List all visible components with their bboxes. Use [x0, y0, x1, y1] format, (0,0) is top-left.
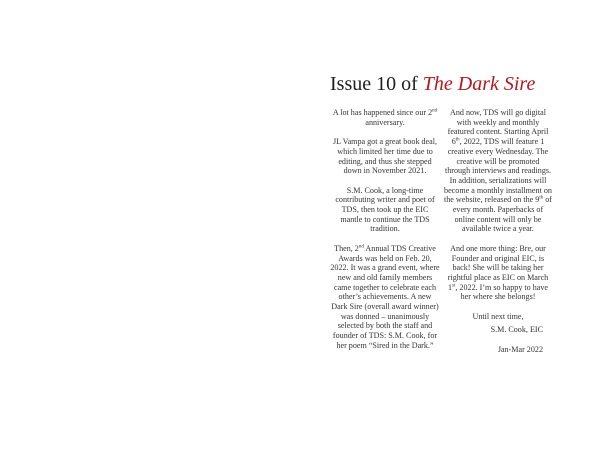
text-segment: And now, TDS will go digital with weekly and monthly featured content. Starting April 6: [447, 108, 549, 147]
text-segment: Annual TDS Creative Awards was held on Feb. 20, 2022. It was a grand event, where new and old family members came together to celebrate each other’s achievements. A new Dark Sire (overall award winner) was donned – unanimously selected by both the staff and founder of TDS: S.M. Cook, for her poem “Sired in the Dark.”: [330, 243, 440, 350]
superscript: th: [539, 195, 544, 201]
signature-date: Jan-Mar 2022: [497, 344, 543, 354]
right-column: [443, 108, 553, 364]
title-italic: The Dark Sire: [422, 73, 536, 95]
superscript: st: [452, 282, 456, 288]
title-prefix: Issue 10 of: [330, 73, 423, 95]
text-segment: anniversary.: [365, 117, 405, 127]
text-segment: Then, 2: [334, 243, 359, 253]
paragraph-awards: [330, 244, 440, 351]
text-segment: of every month. Paperbacks of online content will only be available twice a year.: [452, 195, 552, 234]
closing-line: Until next time,: [472, 311, 524, 321]
paragraph-sm-cook: S.M. Cook, a long-time contributing writer and poet of TDS, then took up the EIC mantle to continue the TDS tradition.: [335, 185, 435, 234]
page-title: [330, 72, 590, 96]
paragraph-founder-back: [443, 244, 553, 302]
text-segment: , 2022, TDS will feature 1 creative every Wednesday. The creative will be promoted through interviews and readings. In addition, serializations will become a monthly installment on the website, released on the 9: [444, 137, 552, 205]
text-segment: , 2022. I’m so happy to have her where she belongs!: [455, 282, 548, 302]
signature-name: S.M. Cook, EIC: [490, 325, 543, 335]
paragraph-jl-vampa: JL Vampa got a great book deal, which limited her time due to editing, and thus she stepped down in November 2021.: [332, 137, 438, 176]
left-column: [330, 108, 440, 360]
text-segment: A lot has happened since our 2: [332, 108, 433, 117]
superscript: nd: [432, 108, 438, 114]
superscript: th: [455, 137, 460, 143]
paragraph-digital: [443, 108, 553, 234]
paragraph-anniversary: [330, 108, 440, 127]
text-segment: And one more thing: Bre, our Founder and original EIC, is back! She will be taking her rightful place as EIC on March 1: [447, 243, 549, 292]
superscript: nd: [358, 244, 364, 250]
